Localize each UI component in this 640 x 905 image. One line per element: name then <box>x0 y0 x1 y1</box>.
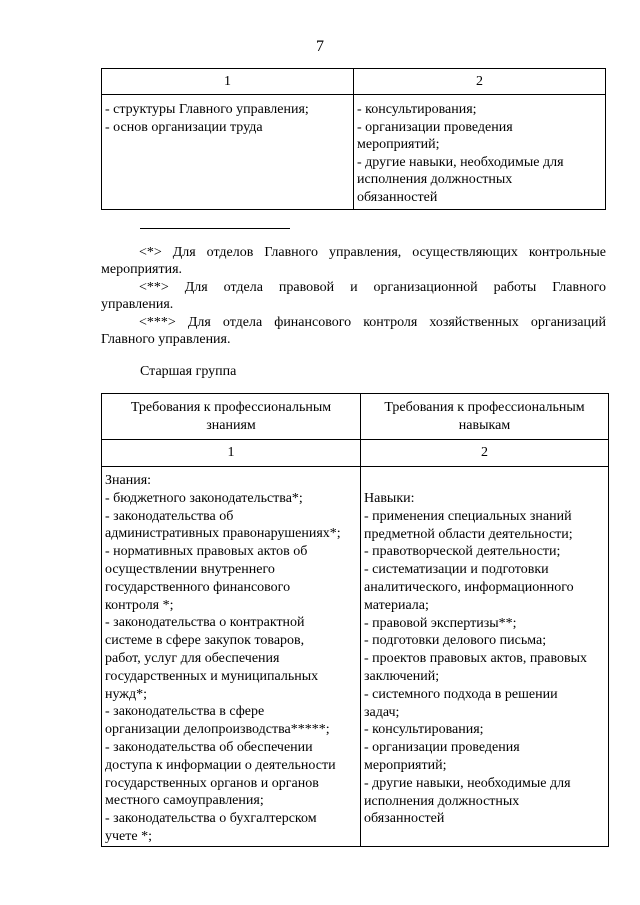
list-item: - системного подхода в решении <box>364 686 558 702</box>
list-item: Знания: <box>105 473 152 488</box>
list-item: исполнения должностных <box>364 793 520 809</box>
footnote-text: <*> Для отделов Главного управления, осуществляющих контрольные <box>139 245 606 260</box>
list-item: - законодательства о контрактной <box>105 615 305 631</box>
footnote-text: управления. <box>101 297 174 312</box>
list-item: - применения специальных знаний <box>364 508 572 524</box>
column-number-1: 1 <box>102 69 354 95</box>
list-item: - организации проведения <box>357 119 513 135</box>
list-item: мероприятий; <box>364 757 447 773</box>
list-item: - основ организации труда <box>105 119 263 135</box>
list-item: - консультирования; <box>364 722 484 738</box>
footnote-2 <box>101 279 606 313</box>
list-item: государственных органов и органов <box>105 775 319 791</box>
list-item: материала; <box>364 597 429 613</box>
list-item: - правовой экспертизы**; <box>364 615 517 631</box>
list-item: обязанностей <box>357 189 438 205</box>
list-item: доступа к информации о деятельности <box>105 757 336 773</box>
list-item: - правотворческой деятельности; <box>364 544 561 560</box>
list-item: - консультирования; <box>357 102 477 117</box>
list-item: аналитического, информационного <box>364 579 574 595</box>
list-item: - законодательства об обеспечении <box>105 739 313 755</box>
list-item: - другие навыки, необходимые для <box>357 154 564 170</box>
footnote-separator <box>140 228 290 229</box>
list-item: предметной области деятельности; <box>364 526 573 542</box>
list-item: нужд*; <box>105 686 147 702</box>
list-item: системе в сфере закупок товаров, <box>105 633 305 649</box>
header-skills: Требования к профессиональным навыкам <box>361 394 609 440</box>
list-item: мероприятий; <box>357 137 440 152</box>
skills-cell <box>354 95 606 210</box>
list-item: - подготовки делового письма; <box>364 633 547 649</box>
group-title: Старшая группа <box>140 364 237 379</box>
list-item: организации делопроизводства*****; <box>105 722 330 738</box>
footnote-1 <box>101 244 606 278</box>
list-item: задач; <box>364 704 400 720</box>
list-item: местного самоуправления; <box>105 793 264 809</box>
list-item: административных правонарушениях*; <box>105 526 341 542</box>
list-item: - законодательства в сфере <box>105 704 265 720</box>
footnote-text: Главного управления. <box>101 332 231 347</box>
list-item: - законодательства об <box>105 508 234 524</box>
list-item: обязанностей <box>364 811 445 827</box>
footnote-text: <***> Для отдела финансового контроля хозяйственных организаций <box>139 315 606 330</box>
skills-list-cell <box>361 467 609 847</box>
footnote-text: <**> Для отдела правовой и организационной работы Главного <box>139 280 606 295</box>
skills-table-continued <box>101 68 606 210</box>
page-number: 7 <box>316 38 324 55</box>
list-item: Навыки: <box>364 491 415 506</box>
list-item: - законодательства о бухгалтерском <box>105 811 317 827</box>
column-number-2: 2 <box>354 69 606 95</box>
column-number-1: 1 <box>102 440 361 467</box>
header-knowledge: Требования к профессиональным знаниям <box>102 394 361 440</box>
knowledge-cell <box>102 95 354 210</box>
list-item: контроля *; <box>105 597 174 613</box>
list-item: государственного финансового <box>105 579 291 595</box>
list-item: работ, услуг для обеспечения <box>105 650 280 666</box>
list-item: - структуры Главного управления; <box>105 102 309 117</box>
column-number-2: 2 <box>361 440 609 467</box>
senior-group-table <box>101 393 609 847</box>
list-item: - проектов правовых актов, правовых <box>364 651 588 667</box>
list-item: - нормативных правовых актов об <box>105 544 308 560</box>
knowledge-list-cell <box>102 467 361 847</box>
list-item: - систематизации и подготовки <box>364 562 549 578</box>
list-item: государственных и муниципальных <box>105 668 319 684</box>
footnote-text: мероприятия. <box>101 262 183 277</box>
list-item: - организации проведения <box>364 740 520 756</box>
list-item: - бюджетного законодательства*; <box>105 490 303 506</box>
list-item: исполнения должностных <box>357 172 513 187</box>
footnote-3 <box>101 314 606 348</box>
list-item: - другие навыки, необходимые для <box>364 775 571 791</box>
list-item: заключений; <box>364 668 440 684</box>
list-item: учете *; <box>105 828 152 844</box>
list-item: осуществлении внутреннего <box>105 561 275 577</box>
